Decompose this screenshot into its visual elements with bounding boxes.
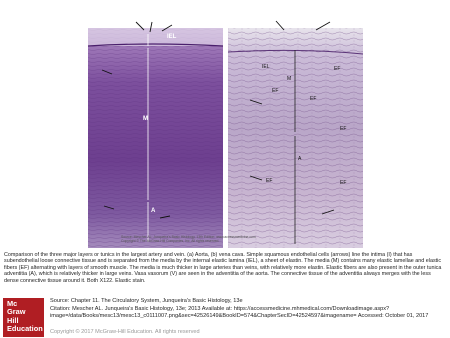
- mcgraw-hill-logo: [3, 298, 44, 337]
- logo-line-4: Education: [7, 323, 43, 333]
- label-ef-b6: EF: [340, 180, 347, 186]
- panel-b-vena-cava: [228, 21, 363, 248]
- label-iel-b: IEL: [262, 64, 270, 70]
- panel-a-aorta: [88, 22, 223, 248]
- figure-credit: Source: Mescher AL: Junqueira's Basic Histology, 13th Edition: www.accessmedicine.com Copyright © The McGraw-Hill Companies, Inc. All rights reserved.: [121, 235, 256, 243]
- label-ef-b3: EF: [310, 96, 317, 102]
- label-ef-b5: EF: [266, 178, 273, 184]
- label-a-a: A: [151, 208, 156, 214]
- label-m-a: M: [143, 116, 148, 122]
- label-iel-a: IEL: [167, 34, 177, 40]
- copyright-line: Copyright © 2017 McGraw-Hill Education. All rights reserved: [50, 329, 200, 335]
- logo-line-2: Graw: [7, 307, 26, 317]
- label-ef-b4: EF: [340, 126, 347, 132]
- figure-caption: Comparison of the three major layers or tunics in the largest artery and vein. (a) Aorta, (b) vena cava. Simple squamous endothelial cells (arrows) line the intima (I) that has subendothelial loose connective tissue and is separated from the media by the internal elastic lamina (IEL), a sheet of elastin. The media (M) contains many elastic lamellae and elastic fibers (EF) alternating with layers of smooth muscle. The media is much thicker in large arteries than veins, with relatively more elastin. Elastic fibers are also present in the outer tunica adventitia (A), which is relatively thicker in large veins. Vasa vasorum (V) are seen in the adventitia of the aorta. The connective tissue of the adventitia always merges with the less dense connective tissue around it. Both X122. Elastic stain.: [4, 252, 442, 284]
- citation-text[interactable]: Citation: Mescher AL. Junqueira's Basic Histology, 13e; 2013 Available at: https://accessmedicine.mhmedical.com/Downloadimage.aspx?image=/data/Books/mesc13/mesc13_c0111007.png&sec=42526149&BookID=574&ChapterSecID=42524597&imagename= Accessed: October 01, 2017: [50, 306, 429, 319]
- label-ef-b1: EF: [334, 66, 341, 72]
- label-ef-b2: EF: [272, 88, 279, 94]
- label-m-b: M: [287, 76, 292, 82]
- logo-line-1: Mc: [7, 299, 18, 308]
- logo-line-3: Hill: [7, 315, 19, 325]
- label-a-b: A: [298, 156, 302, 162]
- source-line: Source: Chapter 11. The Circulatory System, Junqueira's Basic Histology, 13e: [50, 298, 243, 304]
